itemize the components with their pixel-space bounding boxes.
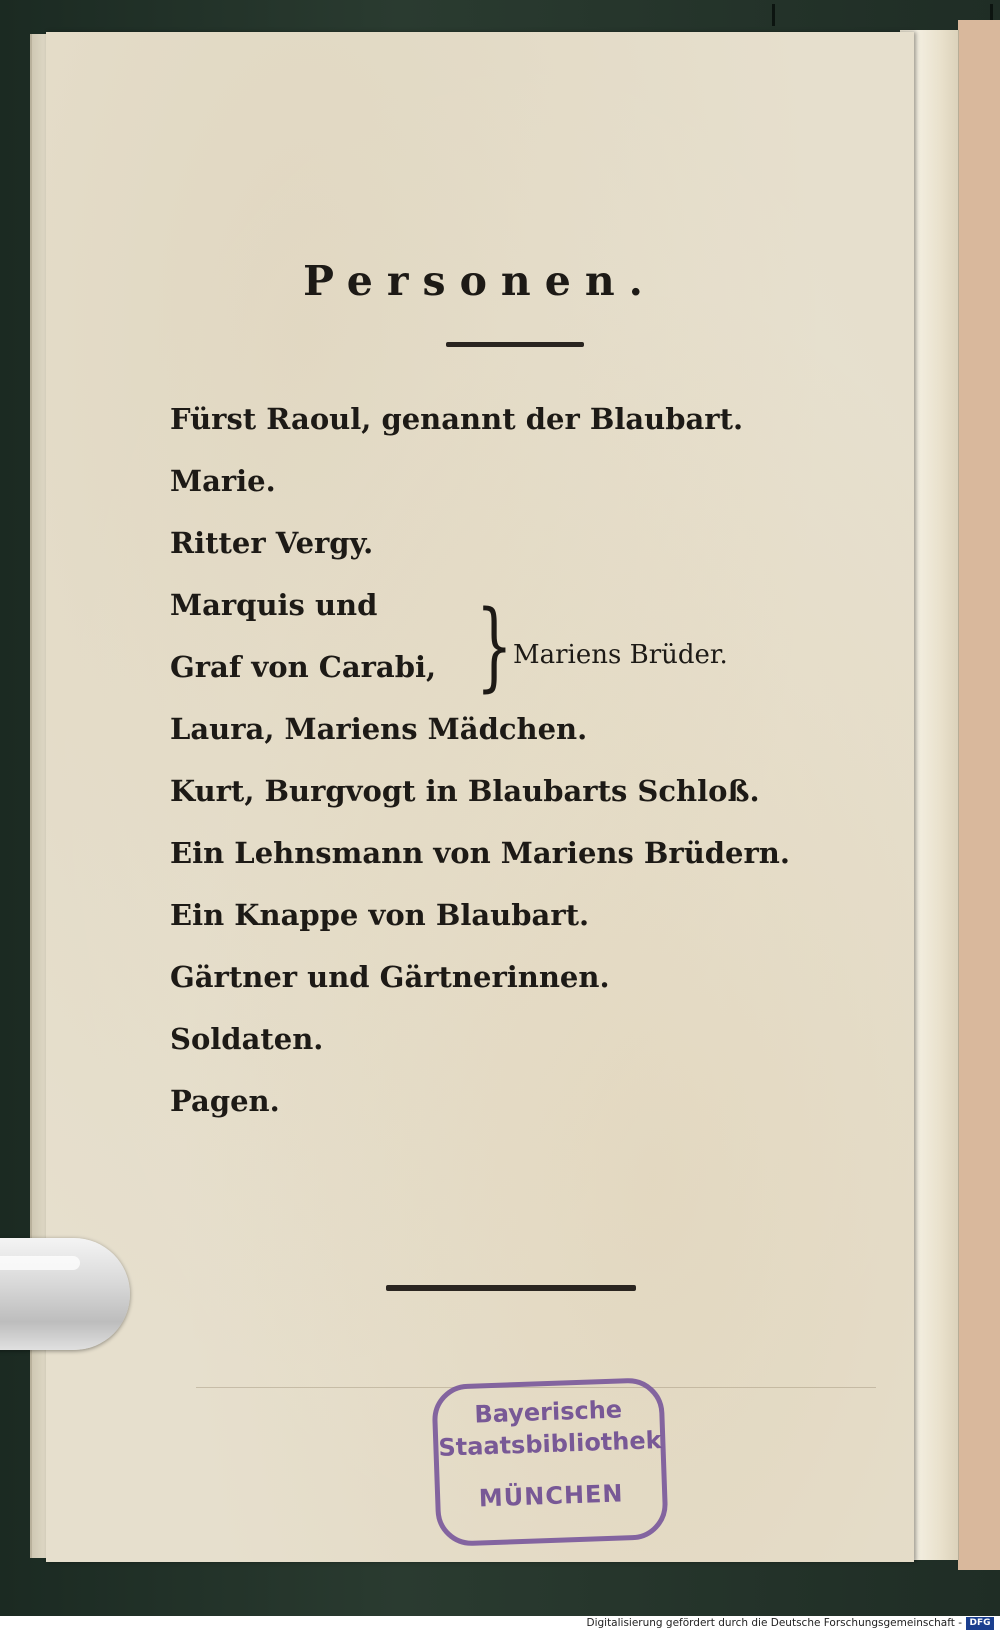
person-entry: Marquis und bbox=[170, 588, 378, 622]
clip-highlight bbox=[0, 1256, 80, 1270]
dfg-logo: DFG bbox=[966, 1617, 994, 1630]
person-entry: Marie. bbox=[170, 464, 276, 498]
person-entry: Kurt, Burgvogt in Blaubarts Schloß. bbox=[170, 774, 760, 808]
person-entry: Pagen. bbox=[170, 1084, 280, 1118]
page-heading: Personen. bbox=[303, 257, 657, 305]
person-entry: Ein Knappe von Blaubart. bbox=[170, 898, 590, 932]
stamp-line: Staatsbibliothek bbox=[437, 1426, 663, 1462]
library-stamp bbox=[431, 1377, 669, 1547]
footer-credit: Digitalisierung gefördert durch die Deutsche Forschungsgemeinschaft - bbox=[586, 1617, 962, 1629]
stamp-line: MÜNCHEN bbox=[478, 1479, 624, 1513]
person-entry: Laura, Mariens Mädchen. bbox=[170, 712, 588, 746]
curly-brace: } bbox=[476, 590, 513, 702]
person-entry: Gärtner und Gärtnerinnen. bbox=[170, 960, 610, 994]
heading-rule bbox=[446, 342, 584, 347]
page-clip bbox=[0, 1238, 130, 1350]
facing-page-edge bbox=[958, 20, 1000, 1570]
book-page bbox=[46, 32, 914, 1562]
person-entry: Ritter Vergy. bbox=[170, 526, 374, 560]
crop-mark bbox=[772, 4, 775, 26]
person-entry: Fürst Raoul, genannt der Blaubart. bbox=[170, 402, 744, 436]
closing-rule bbox=[386, 1285, 636, 1291]
brace-label: Mariens Brüder. bbox=[513, 640, 728, 670]
person-entry: Graf von Carabi, bbox=[170, 650, 437, 684]
person-entry: Ein Lehnsmann von Mariens Brüdern. bbox=[170, 836, 790, 870]
stamp-line: Bayerische bbox=[473, 1395, 623, 1429]
person-entry: Soldaten. bbox=[170, 1022, 324, 1056]
